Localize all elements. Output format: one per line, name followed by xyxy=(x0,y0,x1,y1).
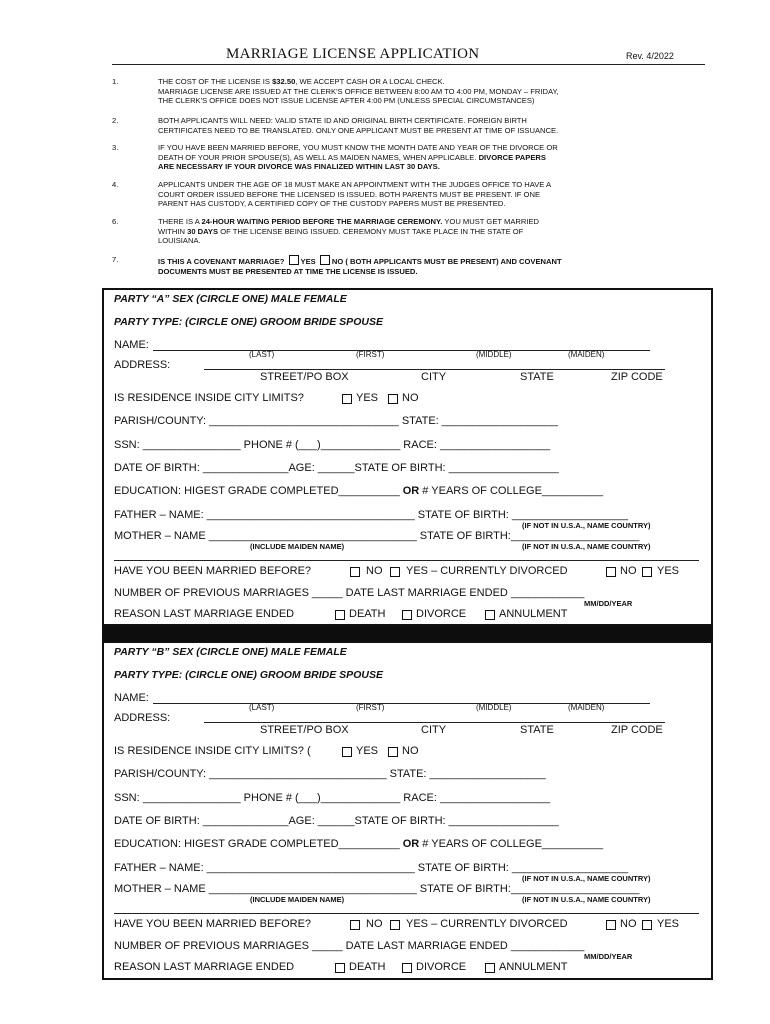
section-separator xyxy=(102,626,713,641)
married-yes-checkbox[interactable] xyxy=(390,567,400,577)
divorce-checkbox[interactable] xyxy=(402,963,412,973)
residence-label: IS RESIDENCE INSIDE CITY LIMITS? xyxy=(114,392,304,404)
instruction-text: IF YOU HAVE BEEN MARRIED BEFORE, YOU MUST KNOW THE MONTH DATE AND YEAR OF THE DIVORCE OR xyxy=(158,143,558,152)
name-label: NAME: xyxy=(114,692,149,704)
reason-label: REASON LAST MARRIAGE ENDED xyxy=(114,961,295,973)
zip-label: ZIP CODE xyxy=(611,371,663,383)
or-label: OR xyxy=(402,838,420,850)
married-no-checkbox[interactable] xyxy=(350,920,360,930)
mother-field[interactable]: MOTHER – NAME __________________________________ STATE OF BIRTH:_____________________ xyxy=(114,883,640,895)
instruction-text: THE COST OF THE LICENSE IS xyxy=(158,77,273,86)
instruction-number: 1. xyxy=(112,77,119,86)
death-label: DEATH xyxy=(349,608,386,620)
date-format-note: MM/DD/YEAR xyxy=(584,952,633,961)
dob-field[interactable]: DATE OF BIRTH: ______________AGE: ______STATE OF BIRTH: __________________ xyxy=(114,462,559,474)
instruction-text: DEATH OF YOUR PRIOR SPOUSE(S), AS WELL AS MAIDEN NAMES, WHEN APPLICABLE. xyxy=(158,152,479,162)
divorce-checkbox[interactable] xyxy=(402,610,412,620)
maiden-name-note: (INCLUDE MAIDEN NAME) xyxy=(250,895,345,904)
address-label: ADDRESS: xyxy=(114,359,171,371)
married-no-label: NO xyxy=(366,918,383,930)
residence-no-label: NO xyxy=(402,392,419,404)
middle-label: (MIDDLE) xyxy=(476,350,512,359)
instruction-text: IS THIS A COVENANT MARRIAGE? xyxy=(158,257,287,266)
divorced-no-label: NO xyxy=(620,565,637,577)
ssn-field[interactable]: SSN: ________________ PHONE # (___)_____________ RACE: __________________ xyxy=(114,792,551,804)
instruction-text: ARE NECESSARY IF YOUR DIVORCE WAS FINALIZED WITHIN LAST 30 DAYS. xyxy=(158,162,440,172)
education-label: EDUCATION: HIGEST GRADE COMPLETED__________ xyxy=(114,485,403,497)
instruction-text: THERE IS A xyxy=(158,217,202,226)
college-label: # YEARS OF COLLEGE__________ xyxy=(419,838,604,850)
instruction-text: YOU MUST GET MARRIED xyxy=(442,217,540,226)
divorce-label: DIVORCE xyxy=(416,608,467,620)
divorced-yes-checkbox[interactable] xyxy=(642,920,652,930)
father-country-note: (IF NOT IN U.S.A., NAME COUNTRY) xyxy=(522,521,651,530)
father-country-note: (IF NOT IN U.S.A., NAME COUNTRY) xyxy=(522,874,651,883)
address-label: ADDRESS: xyxy=(114,712,171,724)
married-no-checkbox[interactable] xyxy=(350,567,360,577)
party-sex-header: PARTY “A” SEX (CIRCLE ONE) MALE FEMALE xyxy=(114,293,347,305)
maiden-label: (MAIDEN) xyxy=(568,703,605,712)
residence-yes-label: YES xyxy=(356,745,379,757)
married-before-label: HAVE YOU BEEN MARRIED BEFORE? xyxy=(114,565,312,577)
annulment-label: ANNULMENT xyxy=(499,608,568,620)
instruction-text: , WE ACCEPT CASH OR A LOCAL CHECK. xyxy=(295,77,445,86)
instruction-text: 24-HOUR WAITING PERIOD BEFORE THE MARRIAGE CEREMONY. xyxy=(201,217,443,226)
mother-field[interactable]: MOTHER – NAME __________________________________ STATE OF BIRTH:_____________________ xyxy=(114,530,640,542)
middle-label: (MIDDLE) xyxy=(476,703,512,712)
mother-country-note: (IF NOT IN U.S.A., NAME COUNTRY) xyxy=(522,895,651,904)
instruction-number: 7. xyxy=(112,255,119,264)
city-label: CITY xyxy=(421,371,447,383)
zip-label: ZIP CODE xyxy=(611,724,663,736)
state-label: STATE xyxy=(520,371,554,383)
instruction-text: DIVORCE PAPERS xyxy=(478,152,546,162)
state-label: STATE xyxy=(520,724,554,736)
street-label: STREET/PO BOX xyxy=(260,371,349,383)
divorced-yes-label: YES xyxy=(657,565,680,577)
ssn-field[interactable]: SSN: ________________ PHONE # (___)_____________ RACE: __________________ xyxy=(114,439,551,451)
education-label: EDUCATION: HIGEST GRADE COMPLETED__________ xyxy=(114,838,403,850)
maiden-name-note: (INCLUDE MAIDEN NAME) xyxy=(250,542,345,551)
divorced-no-checkbox[interactable] xyxy=(606,920,616,930)
residence-yes-checkbox[interactable] xyxy=(342,747,352,757)
city-label: CITY xyxy=(421,724,447,736)
instruction-number: 3. xyxy=(112,143,119,152)
father-field[interactable]: FATHER – NAME: __________________________________ STATE OF BIRTH: ___________________ xyxy=(114,862,629,874)
party-type-header: PARTY TYPE: (CIRCLE ONE) GROOM BRIDE SPOUSE xyxy=(114,669,383,681)
revision-label: Rev. 4/2022 xyxy=(626,51,674,61)
checkbox[interactable] xyxy=(289,255,299,265)
address-input[interactable] xyxy=(204,722,665,723)
first-label: (FIRST) xyxy=(356,350,385,359)
residence-no-checkbox[interactable] xyxy=(388,747,398,757)
or-label: OR xyxy=(402,485,420,497)
instruction-number: 6. xyxy=(112,217,119,226)
parish-field[interactable]: PARISH/COUNTY: _______________________________ STATE: ___________________ xyxy=(114,415,559,427)
divorced-yes-checkbox[interactable] xyxy=(642,567,652,577)
instruction-text: WITHIN xyxy=(158,226,188,236)
instruction-text: CERTIFICATES NEED TO BE TRANSLATED. ONLY ONE APPLICANT MUST BE PRESENT AT TIME OF ISSUANCE. xyxy=(158,125,559,135)
previous-marriages-field[interactable]: NUMBER OF PREVIOUS MARRIAGES _____ DATE LAST MARRIAGE ENDED ____________ xyxy=(114,940,585,952)
residence-yes-checkbox[interactable] xyxy=(342,394,352,404)
instruction-text: OF THE LICENSE BEING ISSUED. CEREMONY MUST TAKE PLACE IN THE STATE OF xyxy=(218,226,524,236)
first-label: (FIRST) xyxy=(356,703,385,712)
residence-no-checkbox[interactable] xyxy=(388,394,398,404)
last-label: (LAST) xyxy=(249,703,275,712)
married-before-label: HAVE YOU BEEN MARRIED BEFORE? xyxy=(114,918,312,930)
instruction-text: PARENT HAS CUSTODY, A CERTIFIED COPY OF THE CUSTODY PAPERS MUST BE PRESENTED. xyxy=(158,199,506,209)
instruction-text: DOCUMENTS MUST BE PRESENTED AT TIME THE LICENSE IS ISSUED. xyxy=(158,266,418,276)
college-label: # YEARS OF COLLEGE__________ xyxy=(419,485,604,497)
last-label: (LAST) xyxy=(249,350,275,359)
maiden-label: (MAIDEN) xyxy=(568,350,605,359)
instruction-text: BOTH APPLICANTS WILL NEED: VALID STATE ID AND ORIGINAL BIRTH CERTIFICATE. FOREIGN BIRTH xyxy=(158,116,527,125)
married-yes-label: YES – CURRENTLY DIVORCED xyxy=(406,918,568,930)
education-field[interactable] xyxy=(114,485,603,497)
parish-field[interactable]: PARISH/COUNTY: _____________________________ STATE: ___________________ xyxy=(114,768,546,780)
divorce-label: DIVORCE xyxy=(416,961,467,973)
previous-marriages-field[interactable]: NUMBER OF PREVIOUS MARRIAGES _____ DATE LAST MARRIAGE ENDED ____________ xyxy=(114,587,585,599)
reason-label: REASON LAST MARRIAGE ENDED xyxy=(114,608,295,620)
instruction-number: 2. xyxy=(112,116,119,125)
title-divider xyxy=(112,64,705,65)
divorced-yes-label: YES xyxy=(657,918,680,930)
form-title: MARRIAGE LICENSE APPLICATION xyxy=(226,46,480,62)
mother-country-note: (IF NOT IN U.S.A., NAME COUNTRY) xyxy=(522,542,651,551)
date-format-note: MM/DD/YEAR xyxy=(584,599,633,608)
married-no-label: NO xyxy=(366,565,383,577)
residence-label: IS RESIDENCE INSIDE CITY LIMITS? ( xyxy=(114,745,311,757)
instruction-text: NO ( BOTH APPLICANTS MUST BE PRESENT) AND COVENANT xyxy=(331,257,562,266)
married-yes-checkbox[interactable] xyxy=(390,920,400,930)
dob-field[interactable]: DATE OF BIRTH: ______________AGE: ______STATE OF BIRTH: __________________ xyxy=(114,815,559,827)
instruction-text: 30 DAYS xyxy=(187,226,219,236)
instruction-text: LOUISIANA. xyxy=(158,236,201,246)
annulment-checkbox[interactable] xyxy=(485,963,495,973)
death-label: DEATH xyxy=(349,961,386,973)
education-field[interactable] xyxy=(114,838,603,850)
annulment-label: ANNULMENT xyxy=(499,961,568,973)
instruction-text: MARRIAGE LICENSE ARE ISSUED AT THE CLERK'S OFFICE BETWEEN 8:00 AM TO 4:00 PM, MONDAY – FRIDAY, xyxy=(158,86,559,96)
annulment-checkbox[interactable] xyxy=(485,610,495,620)
residence-yes-label: YES xyxy=(356,392,379,404)
checkbox[interactable] xyxy=(320,255,330,265)
divider[interactable] xyxy=(114,560,699,561)
divider[interactable] xyxy=(114,913,699,914)
divorced-no-checkbox[interactable] xyxy=(606,567,616,577)
instruction-text: $32.50 xyxy=(272,77,296,86)
instruction-text: THE CLERK'S OFFICE DOES NOT ISSUE LICENSE AFTER 4:00 PM (UNLESS SPECIAL CIRCUMSTANCES) xyxy=(158,96,535,106)
name-label: NAME: xyxy=(114,339,149,351)
instruction-text: YES xyxy=(300,257,318,266)
divorced-no-label: NO xyxy=(620,918,637,930)
instruction-text: COURT ORDER ISSUED BEFORE THE LICENSED IS ISSUED. BOTH PARENTS MUST BE PRESENT. IF ONE xyxy=(158,189,541,199)
street-label: STREET/PO BOX xyxy=(260,724,349,736)
address-input[interactable] xyxy=(204,369,665,370)
party-sex-header: PARTY “B” SEX (CIRCLE ONE) MALE FEMALE xyxy=(114,646,347,658)
death-checkbox[interactable] xyxy=(335,963,345,973)
instruction-number: 4. xyxy=(112,180,119,189)
party-type-header: PARTY TYPE: (CIRCLE ONE) GROOM BRIDE SPOUSE xyxy=(114,316,383,328)
father-field[interactable]: FATHER – NAME: __________________________________ STATE OF BIRTH: ___________________ xyxy=(114,509,629,521)
residence-no-label: NO xyxy=(402,745,419,757)
instruction-text: APPLICANTS UNDER THE AGE OF 18 MUST MAKE AN APPOINTMENT WITH THE JUDGES OFFICE TO HAVE A xyxy=(158,180,552,189)
death-checkbox[interactable] xyxy=(335,610,345,620)
married-yes-label: YES – CURRENTLY DIVORCED xyxy=(406,565,568,577)
